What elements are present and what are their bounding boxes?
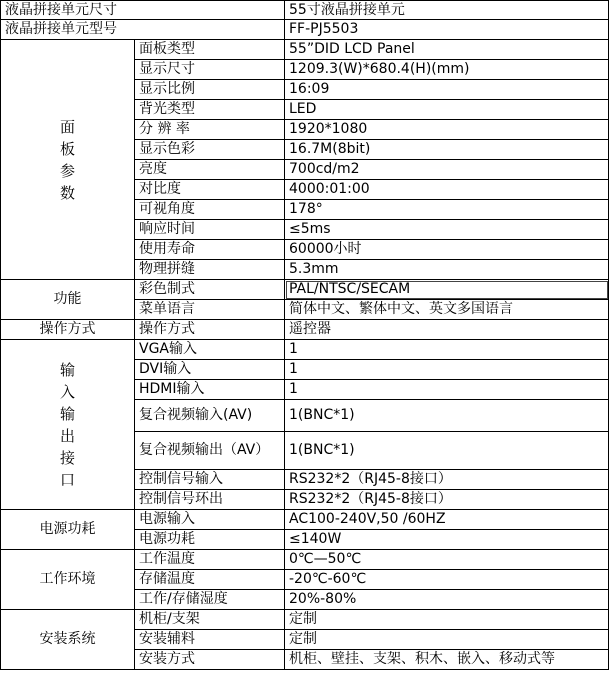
row-label: 显示尺寸 bbox=[135, 60, 285, 80]
row-label: 安装辅料 bbox=[135, 630, 285, 650]
row-value: RS232*2（RJ45-8接口） bbox=[285, 490, 609, 510]
table-row bbox=[1, 550, 609, 570]
row-value: 定制 bbox=[285, 610, 609, 630]
row-value: 20%-80% bbox=[285, 590, 609, 610]
row-label: 面板类型 bbox=[135, 40, 285, 60]
row-label: 复合视频输出（AV） bbox=[135, 432, 285, 470]
row-value: 16:09 bbox=[285, 80, 609, 100]
table-row bbox=[1, 280, 609, 300]
row-value: 1209.3(W)*680.4(H)(mm) bbox=[285, 60, 609, 80]
panel-group-cell bbox=[1, 40, 135, 280]
row-value: 简体中文、繁体中文、英文多国语言 bbox=[285, 300, 609, 320]
row-label: 工作/存储湿度 bbox=[135, 590, 285, 610]
environment-group-label: 工作环境 bbox=[1, 550, 135, 610]
row-value: 700cd/m2 bbox=[285, 160, 609, 180]
row-value: -20℃-60℃ bbox=[285, 570, 609, 590]
row-label: 对比度 bbox=[135, 180, 285, 200]
install-group-label: 安装系统 bbox=[1, 610, 135, 670]
row-label: 操作方式 bbox=[135, 320, 285, 340]
row-label: 控制信号环出 bbox=[135, 490, 285, 510]
row-value: 0℃—50℃ bbox=[285, 550, 609, 570]
panel-group-label: 面板参数 bbox=[59, 117, 75, 202]
table-row bbox=[1, 610, 609, 630]
row-value: 1(BNC*1) bbox=[285, 432, 609, 470]
row-label: 可视角度 bbox=[135, 200, 285, 220]
row-label: 安装方式 bbox=[135, 650, 285, 670]
row-label: 背光类型 bbox=[135, 100, 285, 120]
row-label: 显示比例 bbox=[135, 80, 285, 100]
table-row bbox=[1, 340, 609, 360]
size-label: 液晶拼接单元尺寸 bbox=[1, 1, 285, 20]
io-group-cell bbox=[1, 340, 135, 510]
row-label: VGA输入 bbox=[135, 340, 285, 360]
row-value: 定制 bbox=[285, 630, 609, 650]
row-label: 菜单语言 bbox=[135, 300, 285, 320]
function-group-label: 功能 bbox=[1, 280, 135, 320]
row-value: 机柜、壁挂、支架、积木、嵌入、移动式等 bbox=[285, 650, 609, 670]
row-label: 响应时间 bbox=[135, 220, 285, 240]
row-label: 存储温度 bbox=[135, 570, 285, 590]
row-value: 60000小时 bbox=[285, 240, 609, 260]
model-label: 液晶拼接单元型号 bbox=[1, 20, 285, 40]
row-value: RS232*2（RJ45-8接口） bbox=[285, 470, 609, 490]
row-label: 使用寿命 bbox=[135, 240, 285, 260]
row-label: DVI输入 bbox=[135, 360, 285, 380]
row-value: 4000:01:00 bbox=[285, 180, 609, 200]
row-label: 彩色制式 bbox=[135, 280, 285, 300]
row-value: ≤5ms bbox=[285, 220, 609, 240]
row-label: 物理拼缝 bbox=[135, 260, 285, 280]
power-group-label: 电源功耗 bbox=[1, 510, 135, 550]
row-value: 1 bbox=[285, 340, 609, 360]
row-value: 1 bbox=[285, 380, 609, 400]
row-value: 55”DID LCD Panel bbox=[285, 40, 609, 60]
row-label: 控制信号输入 bbox=[135, 470, 285, 490]
table-row bbox=[1, 40, 609, 60]
io-group-label: 输入输出接口 bbox=[59, 360, 75, 489]
row-label: 显示色彩 bbox=[135, 140, 285, 160]
table-row bbox=[1, 320, 609, 340]
row-label: 机柜/支架 bbox=[135, 610, 285, 630]
row-value: PAL/NTSC/SECAM bbox=[285, 280, 609, 300]
table-row bbox=[1, 1, 609, 20]
model-value: FF-PJ5503 bbox=[285, 20, 609, 40]
table-row bbox=[1, 20, 609, 40]
row-value: 5.3mm bbox=[285, 260, 609, 280]
row-label: 工作温度 bbox=[135, 550, 285, 570]
row-value: ≤140W bbox=[285, 530, 609, 550]
operation-group-label: 操作方式 bbox=[1, 320, 135, 340]
row-value: 178° bbox=[285, 200, 609, 220]
table-row bbox=[1, 510, 609, 530]
row-value: 1920*1080 bbox=[285, 120, 609, 140]
row-label: HDMI输入 bbox=[135, 380, 285, 400]
row-value: 1(BNC*1) bbox=[285, 400, 609, 432]
row-value: LED bbox=[285, 100, 609, 120]
size-value: 55寸液晶拼接单元 bbox=[285, 1, 609, 20]
row-value: AC100-240V,50 /60HZ bbox=[285, 510, 609, 530]
row-label: 电源功耗 bbox=[135, 530, 285, 550]
row-value: 16.7M(8bit) bbox=[285, 140, 609, 160]
row-value: 1 bbox=[285, 360, 609, 380]
row-label: 复合视频输入(AV) bbox=[135, 400, 285, 432]
row-label: 分 辨 率 bbox=[135, 120, 285, 140]
row-label: 亮度 bbox=[135, 160, 285, 180]
row-value: 遥控器 bbox=[285, 320, 609, 340]
row-label: 电源输入 bbox=[135, 510, 285, 530]
